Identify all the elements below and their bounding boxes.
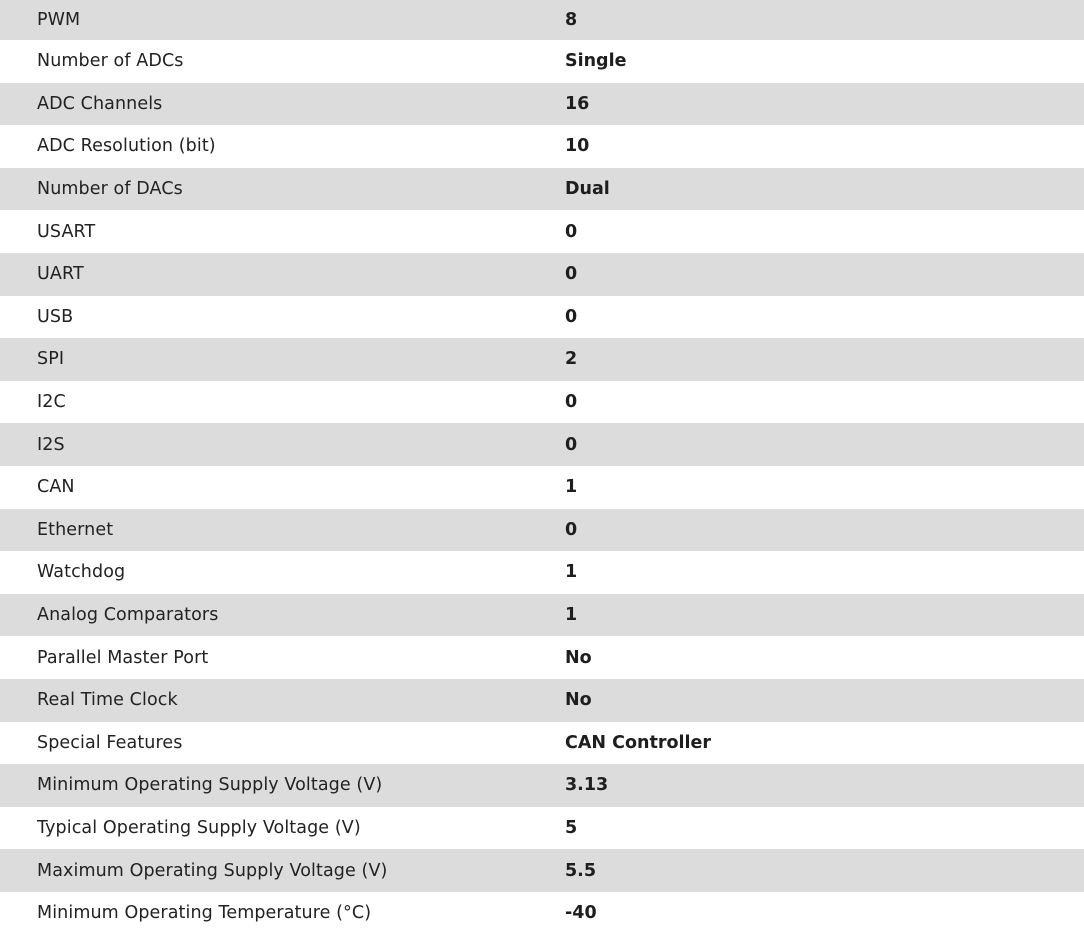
spec-row	[0, 40, 1084, 83]
spec-row	[0, 722, 1084, 765]
spec-label: Minimum Operating Supply Voltage (V)	[37, 775, 383, 796]
spec-row	[0, 253, 1084, 296]
spec-label: Ethernet	[37, 519, 114, 540]
spec-row	[0, 594, 1084, 637]
spec-value: CAN Controller	[565, 732, 711, 753]
spec-label: CAN	[37, 477, 75, 498]
spec-label: Parallel Master Port	[37, 647, 209, 668]
spec-value: Single	[565, 51, 627, 72]
spec-row	[0, 423, 1084, 466]
spec-value: Dual	[565, 179, 610, 200]
spec-row	[0, 551, 1084, 594]
spec-label: USB	[37, 306, 74, 327]
spec-value: 2	[565, 349, 578, 370]
spec-value: 0	[565, 392, 578, 413]
spec-value: 0	[565, 221, 578, 242]
spec-label: Number of ADCs	[37, 51, 184, 72]
spec-value: -40	[565, 903, 597, 924]
spec-row	[0, 764, 1084, 807]
spec-label: Number of DACs	[37, 179, 183, 200]
spec-row	[0, 807, 1084, 850]
spec-value: 0	[565, 306, 578, 327]
spec-value: 1	[565, 562, 578, 583]
spec-label: I2C	[37, 392, 66, 413]
spec-label: PWM	[37, 10, 81, 30]
spec-label: Special Features	[37, 732, 183, 753]
spec-value: 16	[565, 93, 590, 114]
spec-row	[0, 125, 1084, 168]
spec-label: UART	[37, 264, 84, 285]
spec-label: Maximum Operating Supply Voltage (V)	[37, 860, 388, 881]
spec-value: 5.5	[565, 860, 597, 881]
spec-value: 5	[565, 817, 578, 838]
spec-row	[0, 338, 1084, 381]
spec-row	[0, 466, 1084, 509]
spec-row	[0, 210, 1084, 253]
spec-row	[0, 0, 1084, 40]
spec-value: No	[565, 647, 592, 668]
spec-value: 0	[565, 264, 578, 285]
spec-row	[0, 636, 1084, 679]
spec-row	[0, 892, 1084, 930]
spec-row	[0, 83, 1084, 126]
spec-row	[0, 679, 1084, 722]
spec-row	[0, 509, 1084, 552]
spec-label: I2S	[37, 434, 65, 455]
spec-label: SPI	[37, 349, 65, 370]
spec-value: 0	[565, 519, 578, 540]
spec-label: Analog Comparators	[37, 605, 219, 626]
spec-label: ADC Channels	[37, 93, 163, 114]
spec-value: 8	[565, 10, 578, 30]
spec-label: ADC Resolution (bit)	[37, 136, 216, 157]
spec-value: 3.13	[565, 775, 609, 796]
spec-label: Minimum Operating Temperature (°C)	[37, 903, 372, 924]
spec-value: 0	[565, 434, 578, 455]
spec-label: Typical Operating Supply Voltage (V)	[37, 817, 361, 838]
spec-label: Watchdog	[37, 562, 126, 583]
spec-row	[0, 296, 1084, 339]
spec-row	[0, 168, 1084, 211]
spec-row	[0, 849, 1084, 892]
spec-value: 1	[565, 477, 578, 498]
spec-row	[0, 381, 1084, 424]
spec-value: 10	[565, 136, 590, 157]
spec-label: USART	[37, 221, 96, 242]
spec-label: Real Time Clock	[37, 690, 178, 711]
spec-value: No	[565, 690, 592, 711]
spec-value: 1	[565, 605, 578, 626]
